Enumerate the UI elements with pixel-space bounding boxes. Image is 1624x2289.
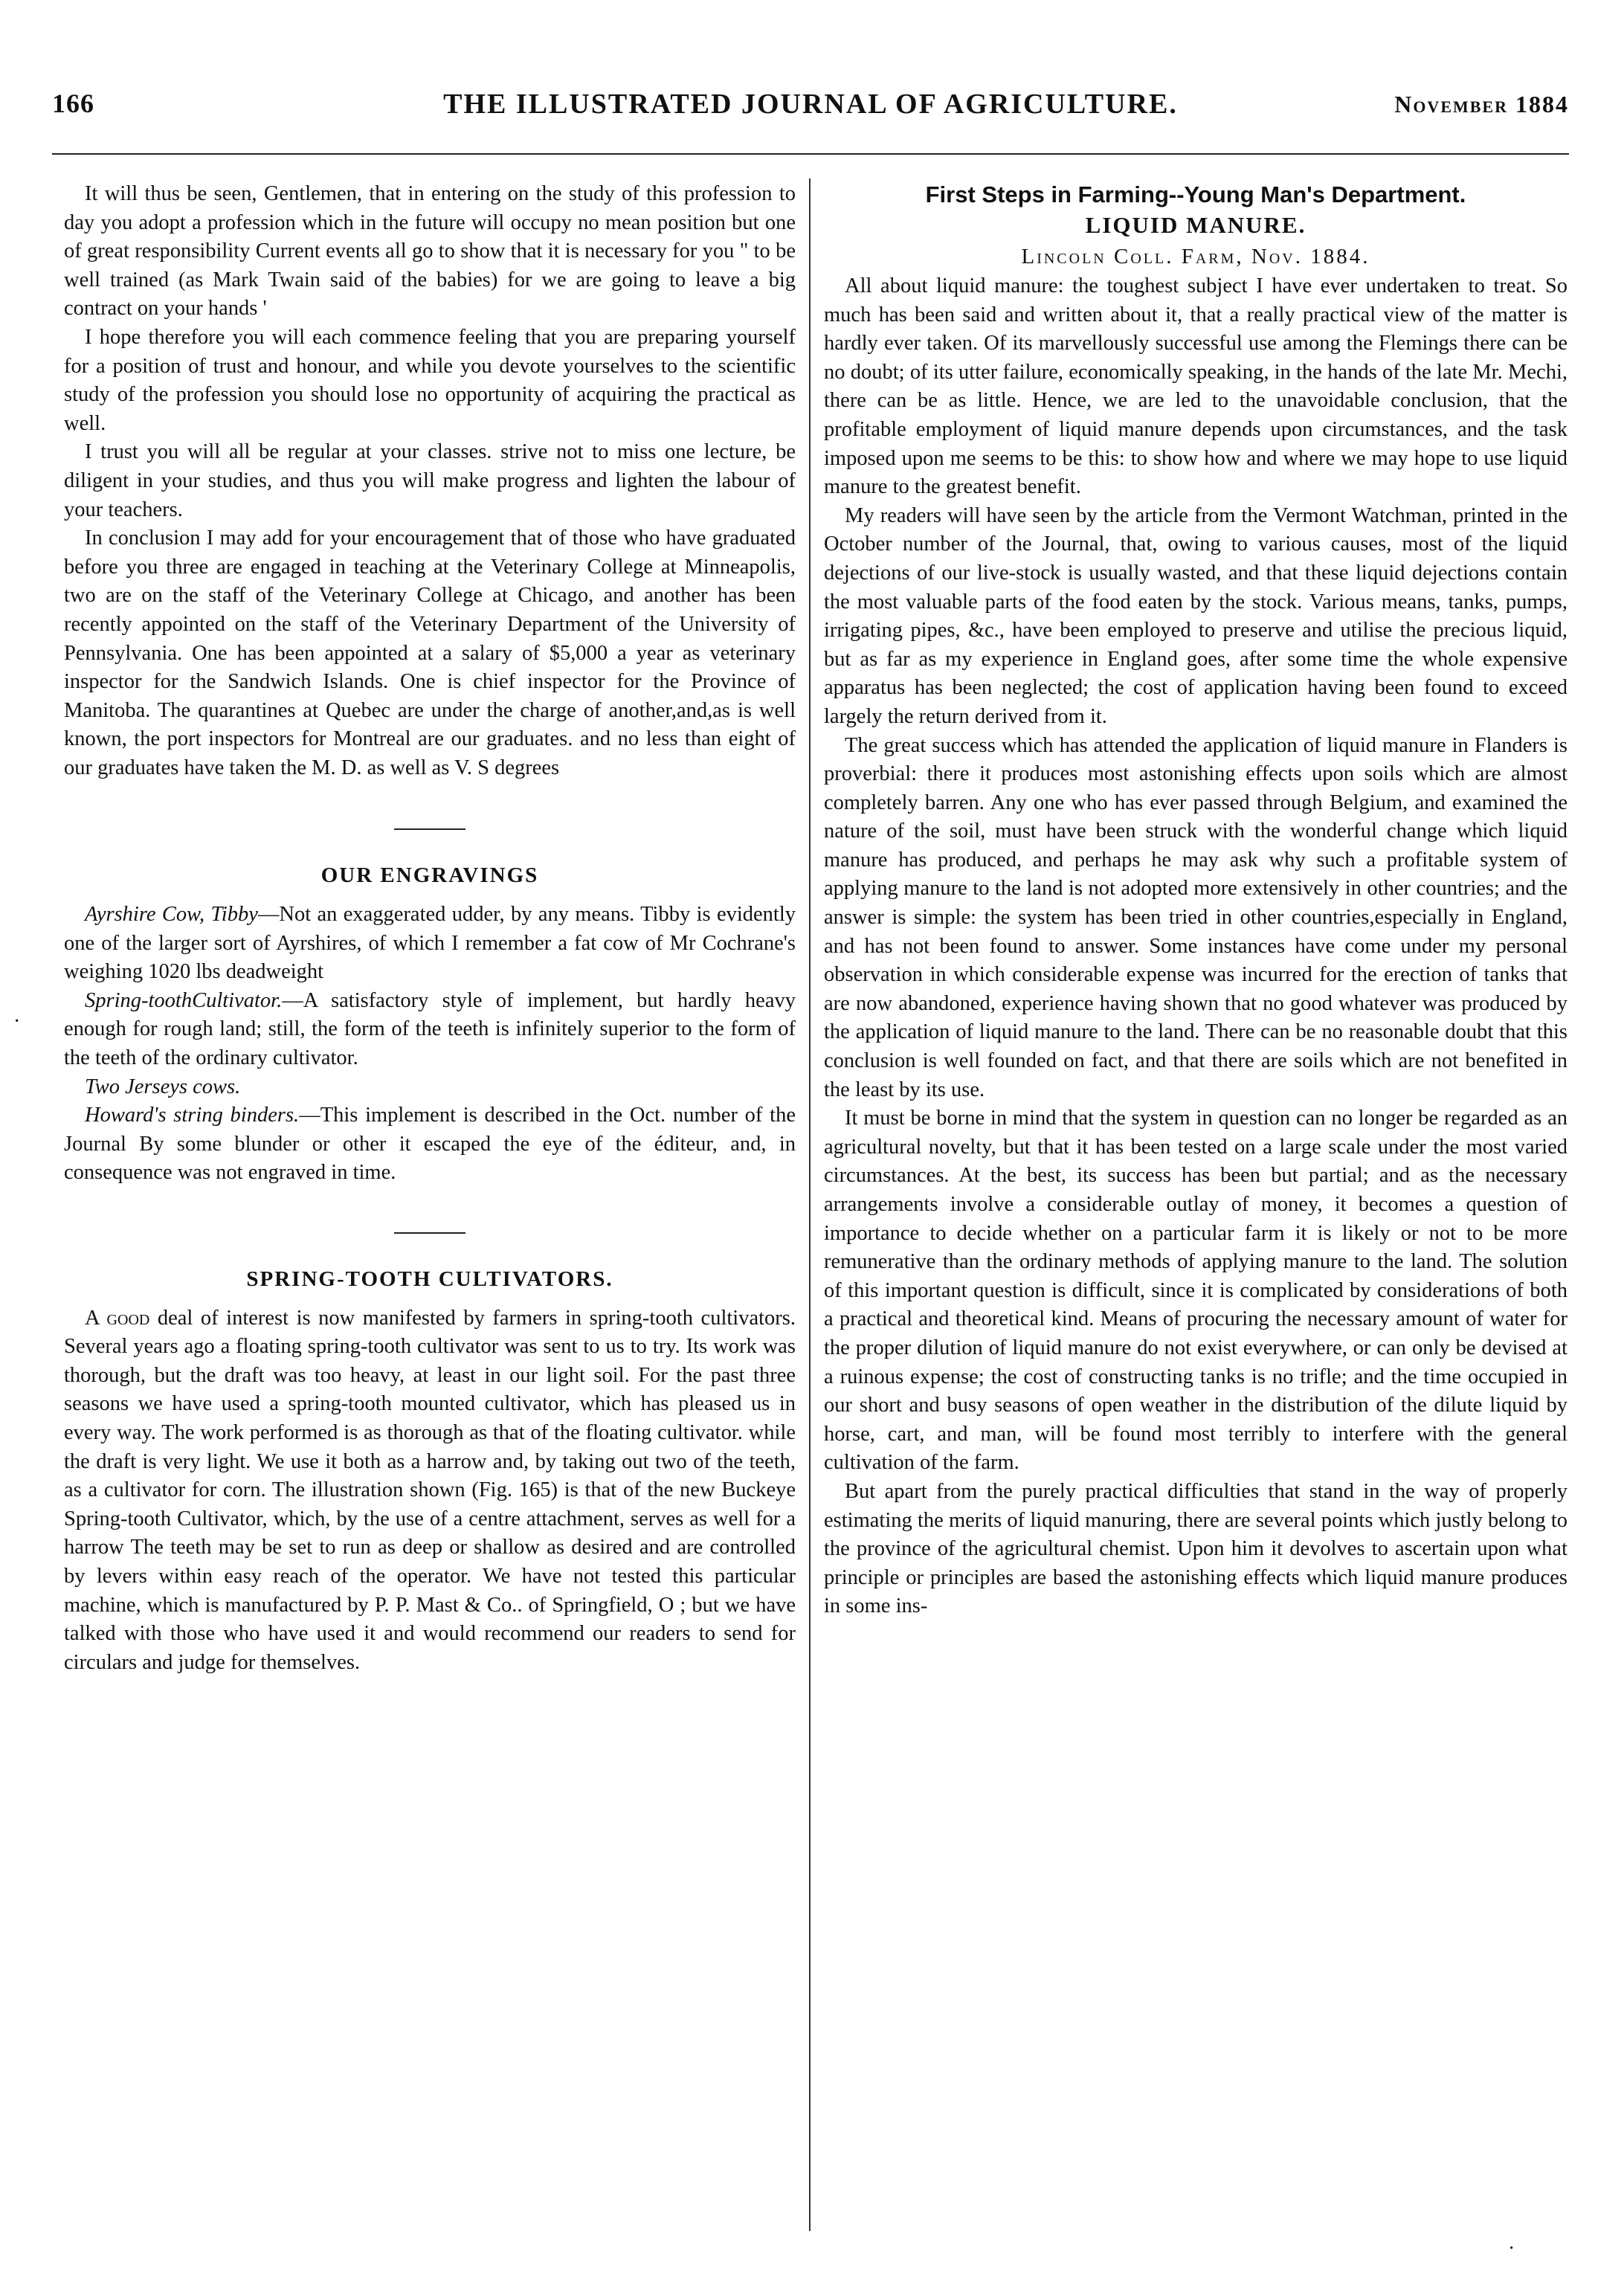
margin-mark: · [13, 1010, 21, 1033]
section-heading-spring-tooth: SPRING-TOOTH CULTIVATORS. [246, 1267, 613, 1291]
issue-date: November 1884 [1394, 91, 1569, 117]
paragraph: I hope therefore you will each commence feeling that you are preparing yourself for a position of trust and honour, and while you devote yourselves to the scientific study of the profession you should lose no opportunity of acquiring the practical as well. [64, 325, 796, 435]
column-divider [809, 178, 811, 2231]
article-title: LIQUID MANURE. [1085, 212, 1306, 238]
page-header [52, 88, 1569, 132]
paragraph: It will thus be seen, Gentlemen, that in entering on the study of this profession to day you adopt a profession which in the future will occupy no mean position but one of great responsibility Current events all go to show that it is necessary for you " to be well trained (as Mark Twain said of the babies) for we are going to leave a big contract on your hands ' [64, 182, 796, 321]
lead-words: A good [85, 1306, 150, 1330]
engraving-text: —This implement is described in the Oct. number of the Journal By some blunder or other it escaped the eye of the éditeur, and, in consequence was not engraved in time. [64, 1104, 796, 1185]
paragraph: All about liquid manure: the toughest subject I have ever undertaken to treat. So much has been said and written about it, that a really practical view of the matter is hardly ever taken. Of its marvellously successful use among the Flemings there can be no doubt; of its utter failure, economically speaking, in the hands of the late Mr. Mechi, there can be as little. Hence, we are led to the unavoidable conclusion, that the profitable employment of liquid manure depends upon circumstances, and the task imposed upon me seems to be this: to show how and where we may hope to use liquid manure to the greatest benefit. [824, 274, 1567, 499]
engraving-entry [64, 1101, 796, 1188]
right-column [824, 180, 1567, 1621]
engraving-title: Howard's string binders. [85, 1104, 300, 1127]
engraving-text: —A satisfactory style of implement, but hardly heavy enough for rough land; still, the form of the teeth is infinitely superior to the form of the teeth of the ordinary cultivator. [64, 988, 796, 1070]
engraving-title: Spring-toothCultivator. [85, 988, 283, 1012]
engraving-entry [64, 987, 796, 1073]
paragraph [64, 1304, 796, 1678]
engraving-entry [64, 901, 796, 987]
engraving-title: Two Jerseys cows. [85, 1075, 241, 1098]
paragraph: It must be borne in mind that the system in question can no longer be regarded as an agricultural novelty, but that it has been tested on a large scale under the most varied circumstances. At the best, its success has been but partial; and as the necessary arrangements involve a considerable outlay of money, it becomes a question of importance to decide whether on a particular farm it is likely or not to be more remunerative than the ordinary methods of applying manure to the land. The solution of this important question is difficult, since it is complicated by considerations of both a practical and theoretical kind. Means of procuring the necessary amount of water for the proper dilution of liquid manure do not exist everywhere, or can only be devised at a ruinous expense; the cost of constructing tanks is no trifle; and the time occupied in our short and busy seasons of open weather in the distribution of the dilute liquid by horse, cart, and man, will be found most terribly to interfere with the general cultivation of the farm. [824, 1107, 1567, 1475]
journal-title: THE ILLUSTRATED JOURNAL OF AGRICULTURE. [443, 88, 1178, 120]
paragraph: The great success which has attended the application of liquid manure in Flanders is proverbial: there it produces most astonishing effects upon soils which are almost completely barren. Any one who has ever passed through Belgium, and examined the nature of the soil, must have been struck with the wonderful change which liquid manure has produced, and perhaps he may ask why such a profitable system of applying manure to the land is not adopted more extensively in other countries; and the answer is simple: the system has been tried in other countries,especially in England, and has not been found to answer. Some instances have come under my personal observation in which considerable expense was incurred for the erection of tanks that are now abandoned, experience having shown that no good whatever was produced by the application of liquid manure to the land. There can be no reasonable doubt that this conclusion is well founded on fact, and that there are soils which are not benefited in the least by its use. [824, 733, 1567, 1101]
margin-mark: · [1508, 2237, 1515, 2260]
paragraph: In conclusion I may add for your encouragement that of those who have graduated before you three are engaged in teaching at the Veterinary College at Minneapolis, two are on the staff of the Veterinary College at Chicago, and another has been recently appointed on the staff of the Veterinary Department of the University of Pennsylvania. One has been appointed at a salary of $5,000 a year as veterinary inspector for the Sandwich Islands. One is chief inspector for the Province of Manitoba. The quarantines at Quebec are under the charge of another,and,as is well known, the port inspectors for Montreal are our graduates. and no less than eight of our graduates have taken the M. D. as well as V. S degrees [64, 527, 796, 779]
department-heading: First Steps in Farming--Young Man's Department. [925, 181, 1466, 207]
engraving-title: Ayrshire Cow, Tibby [85, 903, 258, 927]
article-dateline: Lincoln Coll. Farm, Nov. 1884. [1021, 245, 1370, 268]
paragraph: My readers will have seen by the article from the Vermont Watchman, printed in the October number of the Journal, that, owing to various causes, most of the liquid dejections of our live-stock is usually wasted, and that these liquid dejections contain the most valuable parts of the food eaten by the stock. Various means, tanks, pumps, irrigating pipes, &c., have been employed to preserve and utilise the precious liquid, but as far as my experience in England goes, after some time the whole expensive apparatus has been neglected; the cost of application having been found to exceed largely the return derived from it. [824, 503, 1567, 728]
paragraph: I trust you will all be regular at your classes. strive not to miss one lecture, be diligent in your studies, and thus you will make progress and lighten the labour of your teachers. [64, 440, 796, 521]
engraving-text: —Not an exaggerated udder, by any means. Tibby is evidently one of the larger sort of Ayrshires, of which I remember a fat cow of Mr Cochrane's weighing 1020 lbs deadweight [64, 903, 796, 984]
engraving-entry [64, 1073, 796, 1102]
page-number: 166 [52, 88, 94, 118]
header-rule [52, 153, 1569, 155]
section-heading-engravings: OUR ENGRAVINGS [320, 863, 539, 888]
paragraph: But apart from the purely practical difficulties that stand in the way of properly estimating the merits of liquid manuring, there are several points which justly belong to the province of the agricultural chemist. Upon him it devolves to ascertain upon what principle or principles are based the astonishing effects which liquid manure produces in some ins- [824, 1479, 1567, 1618]
left-column [64, 180, 796, 1677]
paragraph-text: deal of interest is now manifested by farmers in spring-tooth cultivators. Several years ago a floating spring-tooth cultivator was sent to us to try. Its work was thorough, but the draft was too heavy, at least in our light soil. For the past three seasons we have used a spring-tooth mounted cultivator, which has pleased us in every way. The work performed is as thorough as that of the floating cultivator. while the draft is very light. We use it both as a harrow and, by taking out two of the teeth, as a cultivator for corn. The illustration shown (Fig. 165) is that of the new Buckeye Spring-tooth Cultivator, which, by the use of a centre attachment, serves as well for a harrow The teeth may be set to run as deep or shallow as desired and are controlled by levers within easy reach of the operator. We have not tested this particular machine, which is manufactured by P. P. Mast & Co.. of Springfield, O ; but we have talked with those who have used it and would recommend our readers to send for circulars and judge for themselves. [64, 1306, 796, 1674]
